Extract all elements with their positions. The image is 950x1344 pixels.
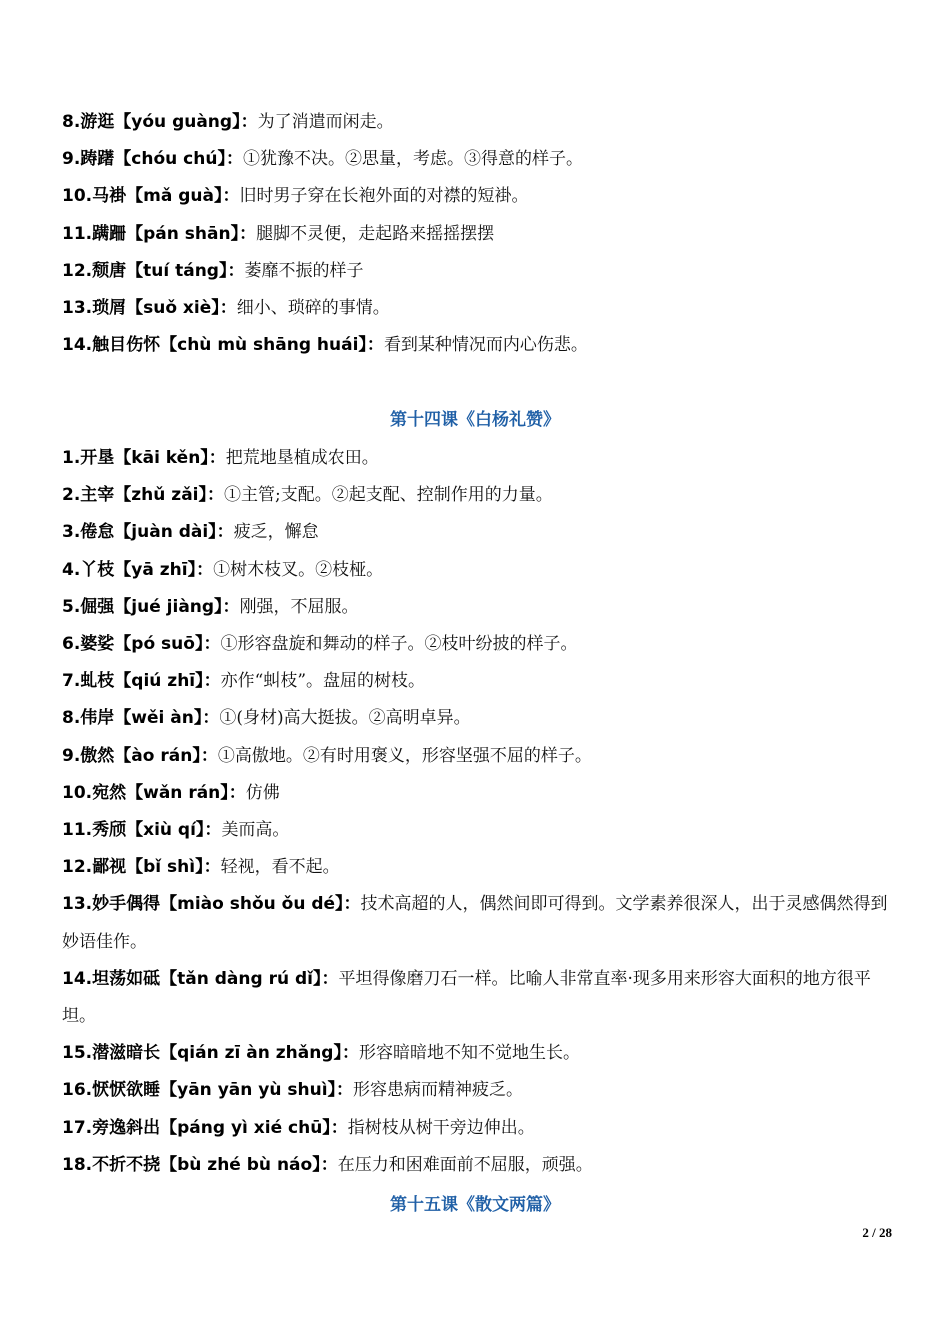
- vocab-entry: [62, 477, 892, 514]
- vocab-term: 14.坦荡如砥【tǎn dàng rú dǐ】：: [62, 968, 339, 989]
- vocab-definition: 技术高超的人，偶然间即可得到。文学素养很深人，出于灵感偶然得到妙语佳作。: [62, 894, 888, 952]
- vocab-entry: [62, 253, 892, 290]
- vocab-term: 16.恹恹欲睡【yān yān yù shuì】：: [62, 1080, 354, 1101]
- vocab-term: 1.开垦【kāi kěn】：: [62, 448, 226, 468]
- vocab-term: 15.潜滋暗长【qián zī àn zhǎng】：: [62, 1043, 359, 1064]
- vocab-entry: [62, 775, 892, 812]
- vocab-term: 13.妙手偶得【miào shǒu ǒu dé】：: [62, 894, 361, 915]
- vocab-term: 8.游逛【yóu guàng】：: [62, 112, 258, 132]
- vocab-entry: [62, 1072, 892, 1109]
- lesson-14-heading: 第十四课《白杨礼赞》: [390, 410, 560, 430]
- vocab-term: 12.颓唐【tuí táng】：: [62, 260, 245, 281]
- vocab-entry: [62, 141, 892, 178]
- vocab-term: 2.主宰【zhǔ zǎi】：: [62, 485, 224, 506]
- vocab-entry: [62, 738, 892, 775]
- vocab-definition: 形容暗暗地不知不觉地生长。: [358, 1043, 580, 1064]
- vocab-entry: [62, 514, 892, 551]
- vocab-definition: 腿脚不灵便，走起路来摇摇摆摆: [256, 223, 495, 244]
- vocab-definition: 为了消遣而闲走。: [257, 112, 394, 132]
- vocab-entry: [62, 327, 892, 364]
- vocab-definition: ①高傲地。②有时用褒义，形容坚强不屈的样子。: [217, 745, 592, 766]
- vocab-term: 7.虬枝【qiú zhī】：: [62, 671, 221, 692]
- vocab-entry: [62, 290, 892, 327]
- vocab-entry: [62, 440, 892, 477]
- vocab-entry: [62, 1035, 892, 1072]
- vocab-definition: ①主管;支配。②起支配、控制作用的力量。: [224, 485, 553, 506]
- vocab-definition: 平坦得像磨刀石一样。比喻人非常直率·现多用来形容大面积的地方很平坦。: [62, 968, 871, 1027]
- vocab-list-lesson-13: [62, 104, 892, 364]
- vocab-term: 5.倔强【jué jiàng】：: [62, 596, 240, 617]
- vocab-term: 4.丫枝【yā zhī】：: [62, 559, 214, 580]
- vocab-definition: ①形容盘旋和舞动的样子。②枝叶纷披的样子。: [220, 634, 578, 655]
- vocab-entry: [62, 178, 892, 215]
- vocab-term: 13.琐屑【suǒ xiè】：: [62, 298, 237, 319]
- vocab-definition: 萎靡不振的样子: [244, 260, 364, 281]
- vocab-definition: 仿佛: [245, 782, 280, 803]
- vocab-definition: 美而高。: [221, 820, 290, 841]
- vocab-entry: [62, 552, 892, 589]
- vocab-term: 14.触目伤怀【chù mù shāng huái】：: [62, 335, 384, 356]
- vocab-term: 8.伟岸【wěi àn】：: [62, 708, 220, 729]
- vocab-definition: 在压力和困难面前不屈服，顽强。: [337, 1154, 593, 1175]
- vocab-term: 11.秀颀【xiù qí】：: [62, 820, 222, 841]
- vocab-definition: 看到某种情况而内心伤悲。: [383, 335, 588, 356]
- vocab-definition: ①(身材)高大挺拔。②高明卓异。: [219, 708, 471, 729]
- vocab-definition: ①树木枝叉。②枝桠。: [213, 559, 384, 580]
- vocab-term: 3.倦怠【juàn dài】：: [62, 522, 234, 543]
- vocab-definition: 旧时男子穿在长袍外面的对襟的短褂。: [239, 186, 529, 207]
- vocab-term: 10.马褂【mǎ guà】：: [62, 186, 240, 207]
- vocab-entry: [62, 1147, 892, 1184]
- vocab-term: 10.宛然【wǎn rán】：: [62, 782, 246, 803]
- lesson-15-heading: 第十五课《散文两篇》: [390, 1195, 560, 1215]
- vocab-term: 17.旁逸斜出【páng yì xié chū】：: [62, 1117, 348, 1138]
- vocab-term: 11.蹒跚【pán shān】：: [62, 223, 257, 244]
- vocab-term: 9.傲然【ào rán】：: [62, 745, 218, 766]
- vocab-definition: 疲乏，懈怠: [233, 522, 319, 543]
- vocab-definition: 轻视，看不起。: [220, 857, 340, 878]
- vocab-definition: 指树枝从树干旁边伸出。: [347, 1117, 535, 1138]
- vocab-entry: [62, 700, 892, 737]
- page-number: 2 / 28: [862, 1225, 892, 1240]
- vocab-definition: 细小、琐碎的事情。: [236, 298, 390, 319]
- vocab-entry: [62, 216, 892, 253]
- vocab-entry: [62, 104, 892, 141]
- vocab-definition: 亦作“虯枝”。盘屈的树枝。: [220, 671, 426, 692]
- vocab-term: 12.鄙视【bǐ shì】：: [62, 857, 221, 878]
- vocab-definition: 把荒地垦植成农田。: [225, 448, 379, 468]
- vocab-entry: [62, 589, 892, 626]
- vocab-entry: [62, 886, 892, 960]
- vocab-definition: 形容患病而精神疲乏。: [353, 1080, 524, 1101]
- vocab-entry: [62, 626, 892, 663]
- vocab-entry: [62, 1110, 892, 1147]
- vocab-entry: [62, 961, 892, 1035]
- vocab-term: 6.婆娑【pó suō】：: [62, 634, 221, 655]
- vocab-term: 18.不折不挠【bù zhé bù náo】：: [62, 1154, 338, 1175]
- vocab-definition: 刚强，不屈服。: [239, 596, 359, 617]
- vocab-term: 9.踌躇【chóu chú】：: [62, 149, 243, 170]
- vocab-definition: ①犹豫不决。②思量，考虑。③得意的样子。: [242, 149, 583, 170]
- vocab-list-lesson-14: [62, 440, 892, 1184]
- vocab-entry: [62, 663, 892, 700]
- vocab-entry: [62, 812, 892, 849]
- vocab-entry: [62, 849, 892, 886]
